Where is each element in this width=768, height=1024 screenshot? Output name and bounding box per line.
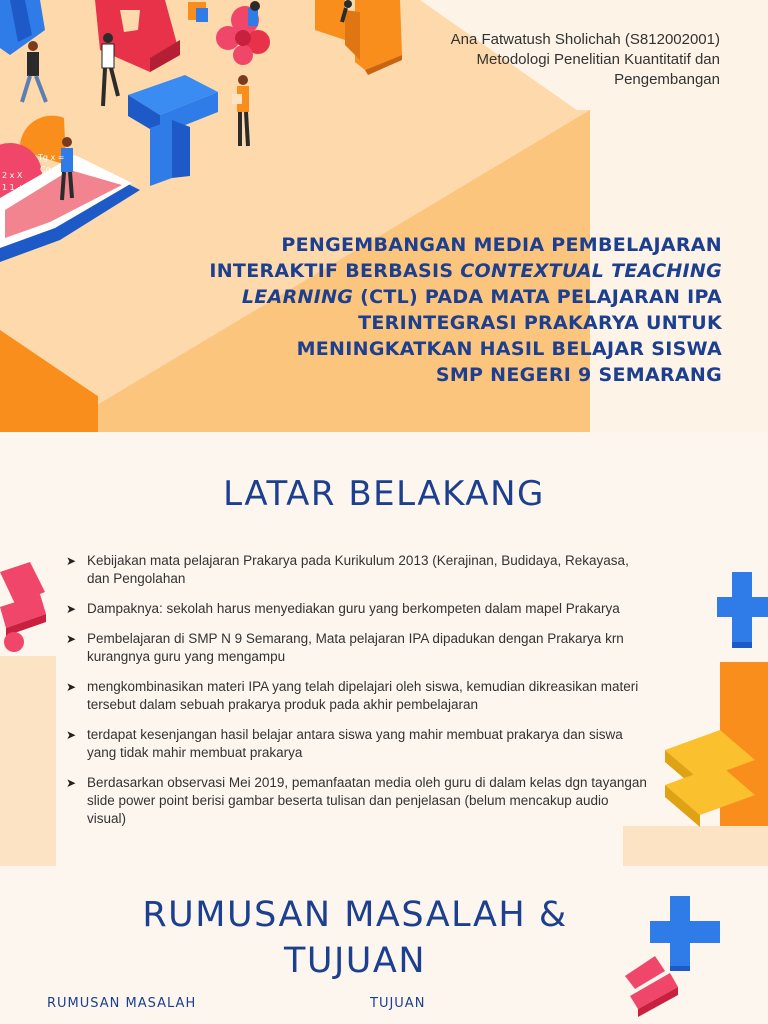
- arrow-bullet-icon: ➤: [66, 728, 77, 742]
- arrow-bullet-icon: ➤: [66, 776, 77, 790]
- formula-text: Tg x =: [38, 153, 65, 162]
- list-item-text: visual): [87, 811, 127, 826]
- title-text: (CTL) PADA MATA PELAJARAN IPA: [353, 286, 722, 308]
- list-item-text: Kebijakan mata pelajaran Prakarya pada Kurikulum 2013 (Kerajinan, Budidaya, Rekayasa,: [87, 553, 629, 568]
- arrow-bullet-icon: ➤: [66, 602, 77, 616]
- problem-and-goals-slide: [0, 866, 768, 1024]
- list-item-text: Pembelajaran di SMP N 9 Semarang, Mata pelajaran IPA dipadukan dengan Prakarya krn: [87, 631, 624, 646]
- list-item-text: dan Pengolahan: [87, 571, 186, 586]
- formula-text: 2 x X: [2, 171, 23, 180]
- arrow-bullet-icon: ➤: [66, 632, 77, 646]
- title-slide: [0, 0, 768, 432]
- list-item: [62, 678, 662, 714]
- title-italic-text: CONTEXTUAL TEACHING: [460, 260, 722, 282]
- plus-shapes-icon: [620, 891, 730, 1021]
- list-item: [62, 774, 662, 828]
- presentation-title: [162, 232, 722, 388]
- background-slide: [0, 432, 768, 866]
- formula-text: 1 1 + y: [2, 183, 32, 192]
- author-name: Ana Fatwatush Sholichah (S812002001): [450, 31, 720, 48]
- list-item: [62, 552, 662, 588]
- list-item: [62, 726, 662, 762]
- title-line: PENGEMBANGAN MEDIA PEMBELAJARAN: [281, 234, 722, 256]
- course-name-line2: Pengembangan: [614, 71, 720, 88]
- heading-line: RUMUSAN MASALAH &: [142, 895, 568, 935]
- blue-plus-icon: [712, 572, 768, 672]
- list-item-text: slide power point berisi gambar beserta tulisan dan penjelasan (belum mencakup audio: [87, 793, 609, 808]
- title-line: SMP NEGERI 9 SEMARANG: [435, 364, 722, 386]
- title-text: INTERAKTIF BERBASIS: [209, 260, 461, 282]
- blue-letter-t-icon: [128, 75, 218, 186]
- arrow-bullet-icon: ➤: [66, 554, 77, 568]
- yellow-equals-icon: [660, 730, 760, 840]
- section-heading: [140, 892, 570, 984]
- title-line: TERINTEGRASI PRAKARYA UNTUK: [358, 312, 722, 334]
- blue-plus-icon: [650, 896, 720, 966]
- list-item: [62, 600, 662, 618]
- bullet-list: [62, 552, 662, 840]
- person-figure-icon: [22, 41, 46, 102]
- person-figure-icon: [232, 75, 249, 146]
- title-line: [162, 284, 722, 310]
- list-item-text: Berdasarkan observasi Mei 2019, pemanfaatan media oleh guru di dalam kelas dgn tayangan: [87, 775, 647, 790]
- subheading-problem: RUMUSAN MASALAH: [47, 996, 197, 1011]
- list-item-text: yang tidak mahir membuat prakarya: [87, 745, 303, 760]
- title-line: MENINGKATKAN HASIL BELAJAR SISWA: [296, 338, 722, 360]
- title-line: [162, 258, 722, 284]
- subheading-goals: TUJUAN: [370, 996, 426, 1011]
- title-italic-text: LEARNING: [241, 286, 354, 308]
- author-info: [451, 30, 720, 90]
- course-name-line1: Metodologi Penelitian Kuantitatif dan: [476, 51, 720, 68]
- pink-flower-icon: [216, 6, 270, 65]
- pink-plus-icon: [0, 562, 60, 662]
- heading-line: TUJUAN: [283, 941, 427, 981]
- list-item-text: Dampaknya: sekolah harus menyediakan guru yang berkompeten dalam mapel Prakarya: [87, 601, 620, 616]
- left-decor-bar: [0, 656, 56, 866]
- formula-text: Cg x: [40, 165, 58, 174]
- list-item: [62, 630, 662, 666]
- list-item-text: mengkombinasikan materi IPA yang telah dipelajari oleh siswa, kemudian dikreasikan materi: [87, 679, 639, 694]
- list-item-text: tersebut dalam sebuah prakarya produk pada akhir pembelajaran: [87, 697, 478, 712]
- section-heading: LATAR BELAKANG: [223, 474, 545, 514]
- orange-letter-h-icon: [315, 0, 402, 75]
- arrow-bullet-icon: ➤: [66, 680, 77, 694]
- list-item-text: terdapat kesenjangan hasil belajar antara siswa yang mahir membuat prakarya dan siswa: [87, 727, 623, 742]
- list-item-text: kurangnya guru yang mengampu: [87, 649, 286, 664]
